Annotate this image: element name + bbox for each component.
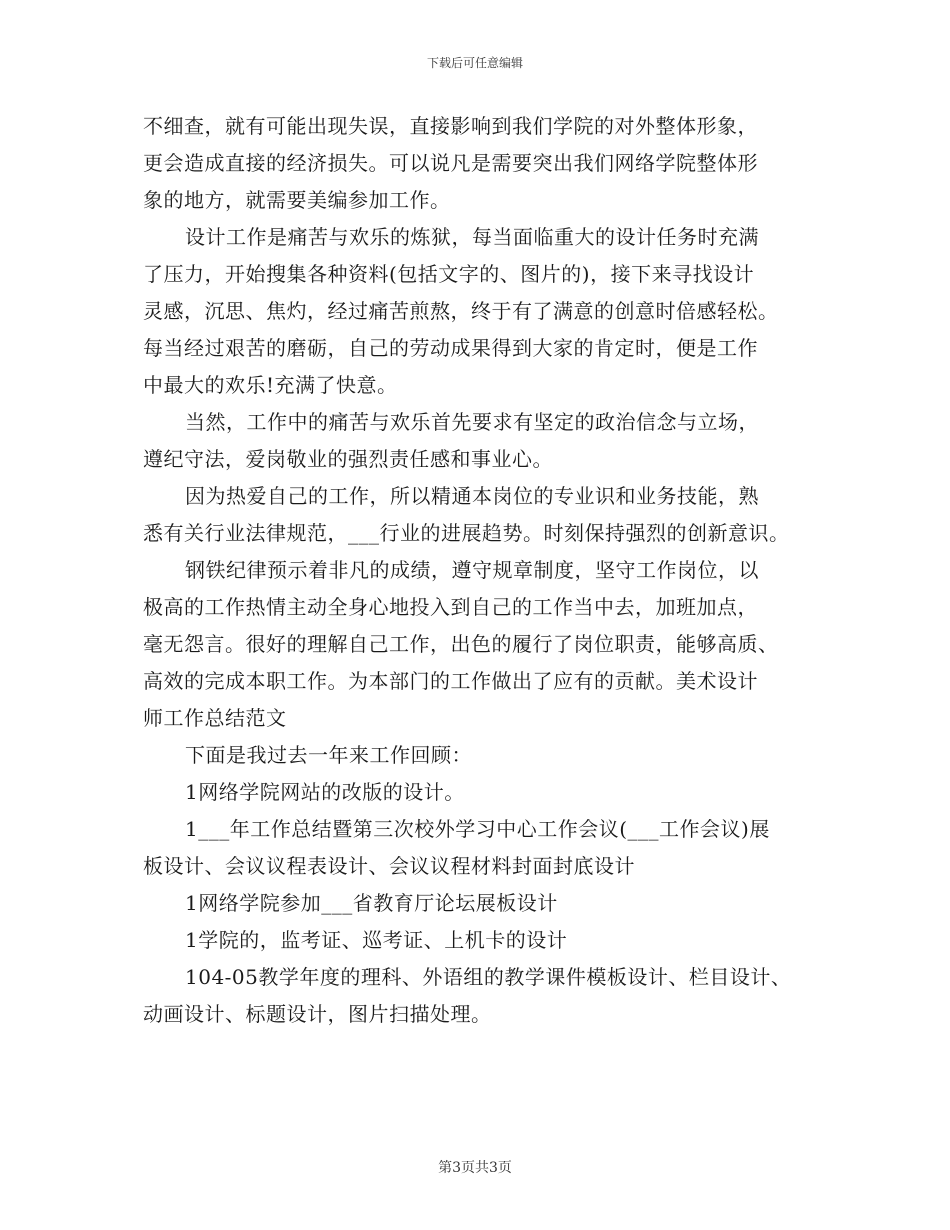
page-footer: 第3页共3页 xyxy=(438,1160,512,1176)
text-line: 当然，工作中的痛苦与欢乐首先要求有坚定的政治信念与立场， xyxy=(185,410,759,434)
text-line: 下面是我过去一年来工作回顾： xyxy=(185,743,472,767)
text-line: 高效的完成本职工作。为本部门的工作做出了应有的贡献。美术设计 xyxy=(143,669,758,693)
text-line: 因为热爱自己的工作，所以精通本岗位的专业识和业务技能，熟 xyxy=(185,484,759,508)
text-line: 遵纪守法，爱岗敬业的强烈责任感和事业心。 xyxy=(143,447,553,471)
text-line: 悉有关行业法律规范，___行业的进展趋势。时刻保持强烈的创新意识。 xyxy=(143,521,790,545)
text-line: 设计工作是痛苦与欢乐的炼狱，每当面临重大的设计任务时充满 xyxy=(185,225,759,249)
text-line: 每当经过艰苦的磨砺，自己的劳动成果得到大家的肯定时，便是工作 xyxy=(143,336,758,360)
text-line: 师工作总结范文 xyxy=(143,706,287,730)
text-line: 1网络学院网站的改版的设计。 xyxy=(185,780,465,804)
text-line: 104-05教学年度的理科、外语组的教学课件模板设计、栏目设计、 xyxy=(185,965,792,989)
text-line: 中最大的欢乐!充满了快意。 xyxy=(143,373,398,397)
page-header: 下载后可任意编辑 xyxy=(426,56,523,70)
text-line: 1___年工作总结暨第三次校外学习中心工作会议(___工作会议)展 xyxy=(185,817,770,841)
text-line: 板设计、会议议程表设计、会议议程材料封面封底设计 xyxy=(143,854,635,878)
text-line: 象的地方，就需要美编参加工作。 xyxy=(143,188,451,212)
document-body xyxy=(143,108,823,1033)
text-line: 钢铁纪律预示着非凡的成绩，遵守规章制度，坚守工作岗位，以 xyxy=(185,558,759,582)
text-line: 动画设计、标题设计，图片扫描处理。 xyxy=(143,1002,492,1026)
text-line: 灵感，沉思、焦灼，经过痛苦煎熬，终于有了满意的创意时倍感轻松。 xyxy=(143,299,779,323)
text-line: 不细查，就有可能出现失误，直接影响到我们学院的对外整体形象， xyxy=(143,114,758,138)
text-line: 更会造成直接的经济损失。可以说凡是需要突出我们网络学院整体形 xyxy=(143,151,758,175)
text-line: 1学院的，监考证、巡考证、上机卡的设计 xyxy=(185,928,568,952)
text-line: 极高的工作热情主动全身心地投入到自己的工作当中去，加班加点， xyxy=(143,595,758,619)
text-line: 1网络学院参加___省教育厅论坛展板设计 xyxy=(185,891,558,915)
text-line: 毫无怨言。很好的理解自己工作，出色的履行了岗位职责，能够高质、 xyxy=(143,632,779,656)
text-line: 了压力，开始搜集各种资料(包括文字的、图片的)，接下来寻找设计 xyxy=(143,262,755,286)
